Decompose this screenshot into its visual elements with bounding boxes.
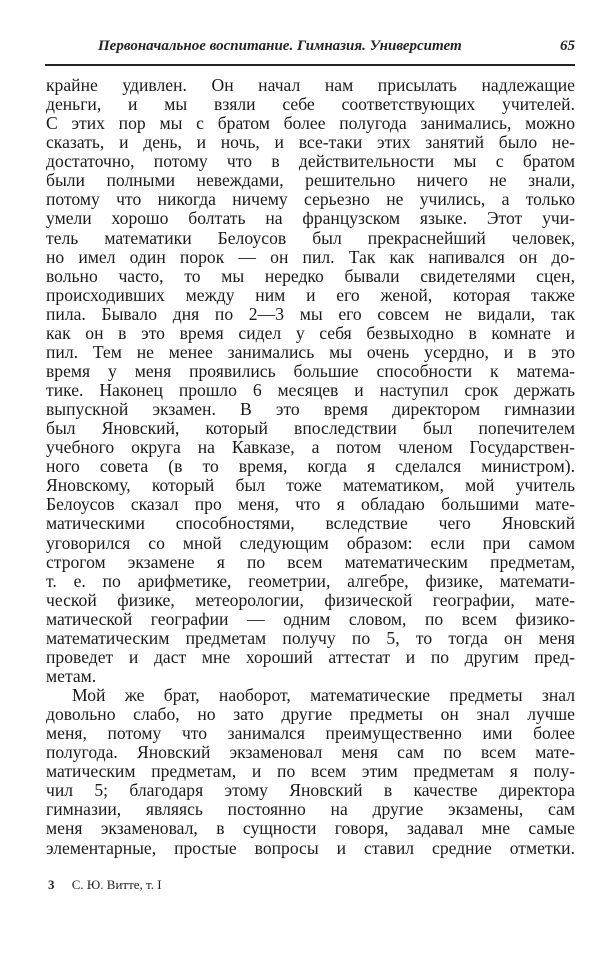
text-line: проведет и даст мне хороший аттестат и по другим пред- bbox=[46, 646, 575, 667]
text-line: строгом экзамене я по всем математическим предметам, bbox=[46, 551, 575, 572]
text-line: тель математики Белоусов был прекраснейший человек, bbox=[46, 227, 575, 248]
text-line: учебного округа на Кавказе, а потом членом Государствен- bbox=[46, 437, 575, 458]
text-line: крайне удивлен. Он начал нам присылать надлежащие bbox=[46, 75, 575, 95]
text-line: выпускной экзамен. В это время директором гимназии bbox=[46, 399, 575, 420]
text-line: пил. Тем не менее занимались мы очень усердно, и в это bbox=[46, 341, 575, 362]
text-line: т. е. по арифметике, геометрии, алгебре, физике, математи- bbox=[46, 570, 575, 591]
signature-mark: 3 bbox=[48, 877, 55, 892]
footer-signature bbox=[48, 877, 162, 893]
text-line: были полными невеждами, решительно ничего не знали, bbox=[46, 170, 575, 191]
text-line: Яновскому, который был тоже математиком, мой учитель bbox=[46, 475, 575, 496]
text-line: умели хорошо болтать на французском языке. Этот учи- bbox=[46, 208, 575, 229]
text-line: С этих пор мы с братом более полугода занимались, можно bbox=[46, 113, 575, 134]
body-text bbox=[46, 76, 575, 858]
text-line: гимназии, являясь постоянно на другие экзамены, сам bbox=[46, 799, 575, 820]
text-line: достаточно, потому что в действительности мы с братом bbox=[46, 151, 575, 172]
text-line: Белоусов сказал про меня, что я обладаю большими мате- bbox=[46, 494, 575, 515]
text-line: матическим предметам, и по всем этим предметам я полу- bbox=[46, 761, 575, 782]
text-line: как он в это время сидел у себя безвыходно в комнате и bbox=[46, 322, 575, 343]
text-line: матической географии — одним словом, по всем физико- bbox=[46, 608, 575, 629]
header-rule bbox=[45, 64, 575, 66]
text-line: метам. bbox=[46, 665, 97, 686]
text-line: элементарные, простые вопросы и ставил средние отметки. bbox=[46, 837, 575, 858]
text-line: чил 5; благодаря этому Яновский в качестве директора bbox=[46, 780, 575, 801]
text-line: матическими способностями, вследствие чего Яновский bbox=[46, 513, 575, 534]
text-line: происходивших между ним и его женой, которая также bbox=[46, 284, 575, 305]
text-line: математическим предметам получу по 5, то тогда он меня bbox=[46, 627, 575, 648]
text-line: деньги, и мы взяли себе соответствующих учителей. bbox=[46, 94, 575, 115]
running-title: Первоначальное воспитание. Гимназия. Университет bbox=[98, 38, 462, 54]
text-line: полугода. Яновский экзаменовал меня сам по всем мате- bbox=[46, 742, 575, 763]
running-header bbox=[98, 38, 575, 58]
text-line: ного совета (в то время, когда я сделался министром). bbox=[46, 456, 575, 477]
text-line: сказать, и день, и ночь, и все-таки этих занятий было не- bbox=[46, 132, 575, 153]
text-line: довольно слабо, но зато другие предметы он знал лучше bbox=[46, 704, 575, 725]
text-line: меня, потому что занимался преимущественно ими более bbox=[46, 723, 575, 744]
text-line: время у меня проявились большие способности к матема- bbox=[46, 360, 575, 381]
text-line: ческой физике, метеорологии, физической географии, мате- bbox=[46, 589, 575, 610]
text-line: потому что никогда ничему серьезно не учились, а только bbox=[46, 189, 575, 210]
text-line: уговорился со мной следующим образом: если при самом bbox=[46, 532, 575, 553]
page-number: 65 bbox=[560, 38, 575, 54]
text-line: но имел один порок — он пил. Так как напивался он до- bbox=[46, 246, 575, 267]
text-line: пила. Бывало дня по 2—3 мы его совсем не видали, так bbox=[46, 303, 575, 324]
text-line: меня экзаменовал, в сущности говоря, задавал мне самые bbox=[46, 818, 575, 839]
text-line: Мой же брат, наоборот, математические предметы знал bbox=[72, 685, 575, 705]
text-line: был Яновский, который впоследствии был попечителем bbox=[46, 418, 575, 439]
text-line: тике. Наконец прошло 6 месяцев и наступил срок держать bbox=[46, 380, 575, 400]
footer-text: С. Ю. Витте, т. I bbox=[71, 877, 162, 892]
text-line: вольно часто, то мы нередко бывали свидетелями сцен, bbox=[46, 265, 575, 286]
